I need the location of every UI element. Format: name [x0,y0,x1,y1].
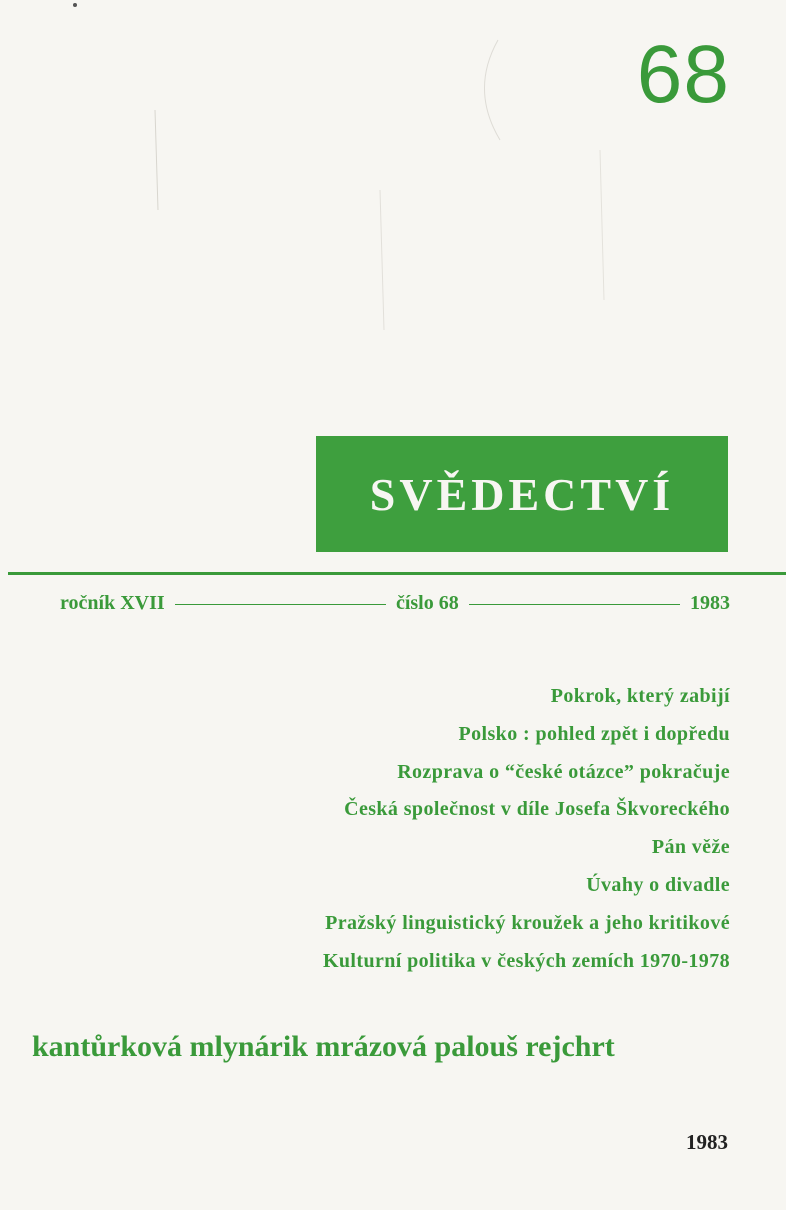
meta-divider [469,604,680,605]
issue-label: číslo 68 [395,592,459,614]
publication-year: 1983 [686,1130,728,1154]
masthead-box [316,436,728,552]
contents-item: Pán věže [651,836,730,859]
contents-item: Rozprava o “české otázce” pokračuje [397,760,730,783]
contents-item: Pokrok, který zabijí [550,685,730,707]
contents-item: Úvahy o divadle [586,873,730,896]
volume-label: ročník XVII [60,592,165,614]
masthead-title: SVĚDECTVÍ [369,468,675,520]
divider-rule [8,572,786,575]
contents-item: Pražský linguistický kroužek a jeho kritikové [325,911,730,934]
contents-item: Česká společnost v díle Josefa Škvoreckého [344,798,730,821]
issue-number: 68 [636,29,730,120]
table-of-contents [130,678,730,980]
contents-item: Polsko : pohled zpět i dopředu [458,722,730,745]
year-label: 1983 [690,592,730,614]
issue-meta-row [60,592,730,622]
authors-line: kantůrková mlynárik mrázová palouš rejchrt [32,1030,615,1063]
contents-item: Kulturní politika v českých zemích 1970-1978 [322,949,730,972]
meta-divider [175,604,386,605]
